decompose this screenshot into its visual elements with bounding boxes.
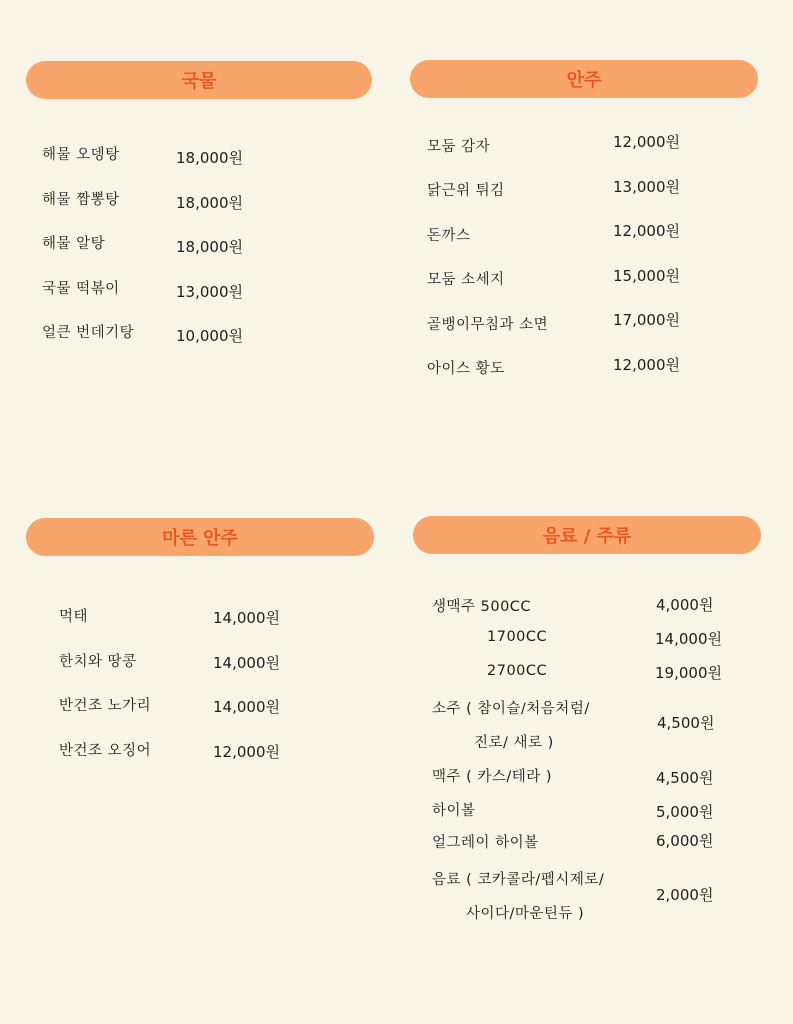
- menu-item-name: 아이스 황도: [427, 361, 505, 377]
- menu-item-price: 2,000원: [656, 886, 714, 904]
- menu-item-price: 4,500원: [656, 769, 714, 787]
- menu-item-price: 4,500원: [657, 714, 715, 732]
- section-header-drinks: [413, 516, 761, 554]
- menu-item-name: 먹태: [59, 609, 89, 625]
- section-title: 음료 / 주류: [542, 526, 632, 547]
- section-title: 안주: [566, 70, 602, 91]
- menu-item-price: 18,000원: [176, 149, 243, 167]
- menu-item-price: 12,000원: [213, 743, 280, 761]
- menu-item-name: 해물 알탕: [42, 236, 106, 252]
- section-title: 국물: [181, 71, 217, 92]
- menu-item-name-line2: 진로/ 새로 ): [474, 735, 554, 751]
- menu-item-price: 19,000원: [655, 664, 722, 682]
- menu-item-name: 반건조 노가리: [59, 698, 152, 714]
- menu-item-price: 18,000원: [176, 238, 243, 256]
- menu-item-name: 생맥주 500CC: [432, 599, 532, 615]
- menu-item-name: 하이볼: [432, 803, 476, 819]
- menu-item-price: 18,000원: [176, 194, 243, 212]
- menu-item-price: 13,000원: [613, 178, 680, 196]
- menu-item-price: 15,000원: [613, 267, 680, 285]
- menu-item-name: 반건조 오징어: [59, 743, 152, 759]
- menu-item-name: 얼그레이 하이볼: [432, 835, 539, 851]
- menu-item-name: 국물 떡볶이: [42, 281, 120, 297]
- menu-item-price: 12,000원: [613, 222, 680, 240]
- menu-item-name: 돈까스: [427, 228, 471, 244]
- menu-item-price: 13,000원: [176, 283, 243, 301]
- menu-item-price: 14,000원: [213, 698, 280, 716]
- menu-item-price: 12,000원: [613, 133, 680, 151]
- section-header-snacks: [410, 60, 758, 98]
- menu-item-price: 14,000원: [213, 654, 280, 672]
- menu-item-name: 얼큰 번데기탕: [42, 325, 135, 341]
- menu-item-name: 모둠 감자: [427, 139, 491, 155]
- section-header-soup: [26, 61, 372, 99]
- section-header-dry-snacks: [26, 518, 374, 556]
- menu-item-name: 모둠 소세지: [427, 272, 505, 288]
- menu-item-name: 해물 짬뽕탕: [42, 192, 120, 208]
- menu-item-price: 12,000원: [613, 356, 680, 374]
- menu-item-name: 1700CC: [487, 629, 548, 645]
- menu-item-price: 4,000원: [656, 596, 714, 614]
- menu-item-name: 맥주 ( 카스/테라 ): [432, 769, 553, 785]
- menu-item-price: 6,000원: [656, 832, 714, 850]
- menu-item-price: 14,000원: [655, 630, 722, 648]
- menu-item-name: 2700CC: [487, 663, 548, 679]
- menu-item-price: 5,000원: [656, 803, 714, 821]
- menu-item-name: 소주 ( 참이슬/처음처럼/: [432, 701, 590, 717]
- menu-item-price: 14,000원: [213, 609, 280, 627]
- menu-item-price: 10,000원: [176, 327, 243, 345]
- menu-item-name: 해물 오뎅탕: [42, 147, 120, 163]
- menu-item-name: 닭근위 튀김: [427, 183, 505, 199]
- menu-item-name: 음료 ( 코카콜라/펩시제로/: [432, 872, 605, 888]
- menu-item-name-line2: 사이다/마운틴듀 ): [466, 906, 585, 922]
- section-title: 마른 안주: [162, 528, 238, 549]
- menu-item-name: 골뱅이무침과 소면: [427, 317, 549, 333]
- menu-item-name: 한치와 땅콩: [59, 654, 137, 670]
- menu-item-price: 17,000원: [613, 311, 680, 329]
